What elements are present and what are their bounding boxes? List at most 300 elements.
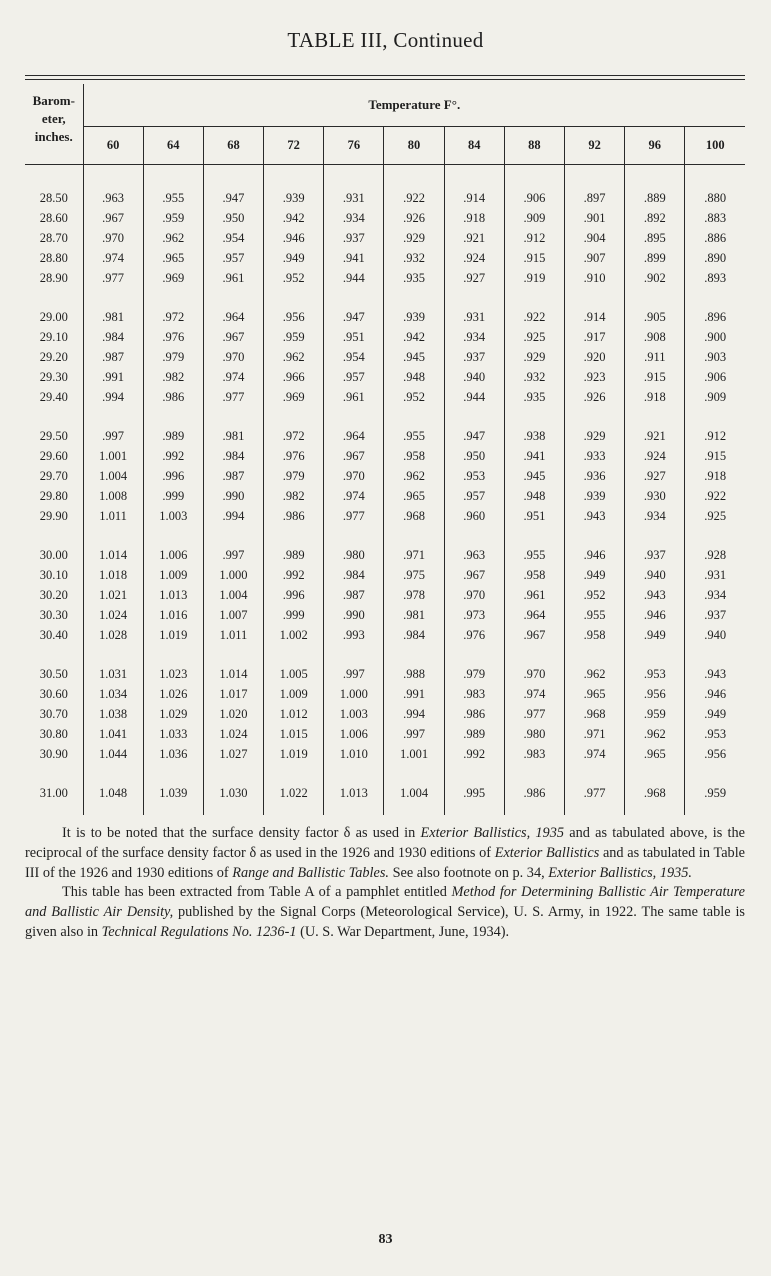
value-cell: .994 [203, 506, 263, 526]
value-cell: .965 [565, 684, 625, 704]
value-cell: .974 [203, 367, 263, 387]
value-cell: .892 [625, 208, 685, 228]
value-cell: .967 [504, 625, 564, 645]
spacer-cell [264, 165, 324, 189]
value-cell: .905 [625, 307, 685, 327]
value-cell: 1.004 [384, 783, 444, 803]
spacer-cell [143, 803, 203, 815]
value-cell: .951 [504, 506, 564, 526]
value-cell: .979 [143, 347, 203, 367]
spacer-cell [83, 645, 143, 664]
value-cell: .994 [384, 704, 444, 724]
barometer-cell: 29.40 [25, 387, 83, 407]
value-cell: .957 [203, 248, 263, 268]
temperature-column-header: 100 [685, 127, 745, 165]
temperature-column-header: 76 [324, 127, 384, 165]
value-cell: .972 [143, 307, 203, 327]
value-cell: 1.004 [203, 585, 263, 605]
value-cell: .918 [625, 387, 685, 407]
value-cell: .946 [264, 228, 324, 248]
value-cell: 1.015 [264, 724, 324, 744]
value-cell: .940 [625, 565, 685, 585]
value-cell: .979 [444, 664, 504, 684]
table-row [25, 704, 745, 724]
value-cell: .957 [444, 486, 504, 506]
value-cell: .997 [203, 545, 263, 565]
spacer-cell [625, 645, 685, 664]
value-cell: .947 [324, 307, 384, 327]
value-cell: .960 [444, 506, 504, 526]
value-cell: .987 [83, 347, 143, 367]
value-cell: .956 [704, 747, 727, 761]
value-cell: .948 [504, 486, 564, 506]
value-cell: .947 [203, 188, 263, 208]
value-cell: .961 [324, 387, 384, 407]
barometer-cell: 30.40 [25, 625, 83, 645]
spacer-cell [444, 407, 504, 426]
value-cell: .954 [203, 228, 263, 248]
barometer-cell: 29.10 [25, 327, 83, 347]
value-cell: .963 [444, 545, 504, 565]
spacer-cell [25, 803, 83, 815]
value-cell: .961 [203, 268, 263, 288]
value-cell: .883 [704, 211, 727, 225]
value-cell: .912 [504, 228, 564, 248]
value-cell: 1.020 [203, 704, 263, 724]
value-cell: 1.017 [203, 684, 263, 704]
value-cell: 1.014 [83, 545, 143, 565]
value-cell: .940 [704, 628, 727, 642]
value-cell: 1.034 [83, 684, 143, 704]
value-cell: .950 [444, 446, 504, 466]
spacer-cell [504, 165, 564, 189]
value-cell: .978 [384, 585, 444, 605]
barometer-cell: 30.60 [25, 684, 83, 704]
barometer-cell: 28.80 [25, 248, 83, 268]
value-cell: 1.005 [264, 664, 324, 684]
spacer-cell [143, 526, 203, 545]
value-cell: .977 [565, 783, 625, 803]
value-cell: .952 [565, 585, 625, 605]
spacer-cell [25, 288, 83, 307]
spacer-cell [25, 165, 83, 189]
spacer-cell [143, 165, 203, 189]
table-row [25, 446, 745, 466]
value-cell: .931 [444, 307, 504, 327]
value-cell: .964 [504, 605, 564, 625]
value-cell: .994 [83, 387, 143, 407]
value-cell: .947 [444, 426, 504, 446]
value-cell: .980 [504, 724, 564, 744]
table-body [25, 165, 745, 816]
value-cell: .897 [565, 188, 625, 208]
table-row [25, 664, 745, 684]
spacer-cell [504, 288, 564, 307]
temperature-column-header: 84 [444, 127, 504, 165]
value-cell: 1.014 [203, 664, 263, 684]
value-cell: .973 [444, 605, 504, 625]
barometer-header-line-1: Barom- [32, 93, 75, 108]
value-cell: .955 [504, 545, 564, 565]
spacer-cell [83, 764, 143, 783]
value-cell: .995 [444, 783, 504, 803]
value-cell: .927 [625, 466, 685, 486]
spacer-cell [625, 803, 685, 815]
spacer-cell [83, 803, 143, 815]
spacer-cell [203, 803, 263, 815]
spacer-cell [324, 526, 384, 545]
temperature-column-header: 88 [504, 127, 564, 165]
table-row [25, 248, 745, 268]
value-cell: 1.039 [143, 783, 203, 803]
value-cell: .927 [444, 268, 504, 288]
value-cell: 1.008 [83, 486, 143, 506]
spacer-cell [324, 407, 384, 426]
value-cell: .969 [143, 268, 203, 288]
spacer-cell [203, 764, 263, 783]
top-rule-double [25, 79, 745, 80]
value-cell: .955 [384, 426, 444, 446]
value-cell: .936 [565, 466, 625, 486]
text-run: See also footnote on p. 34, [389, 864, 549, 881]
barometer-cell: 29.50 [25, 426, 83, 446]
value-cell: 1.024 [83, 605, 143, 625]
value-cell: 1.026 [143, 684, 203, 704]
italic-text: Exterior Ballistics, 1935. [548, 864, 693, 881]
value-cell: .911 [625, 347, 685, 367]
value-cell: 1.000 [203, 565, 263, 585]
value-cell: .964 [324, 426, 384, 446]
barometer-cell: 28.60 [25, 208, 83, 228]
spacer-cell [264, 803, 324, 815]
value-cell: 1.028 [83, 625, 143, 645]
barometer-cell: 29.00 [25, 307, 83, 327]
value-cell: .912 [704, 429, 727, 443]
text-run: and as tabulated in Table III of the 1926 and 1930 editions of [25, 844, 746, 881]
value-cell: .918 [704, 469, 727, 483]
value-cell: 1.021 [83, 585, 143, 605]
spacer-cell [625, 165, 685, 189]
spacer-cell [685, 526, 745, 545]
value-cell: .932 [384, 248, 444, 268]
value-cell: 1.048 [83, 783, 143, 803]
value-cell: 1.041 [83, 724, 143, 744]
value-cell: .959 [625, 704, 685, 724]
table-row [25, 506, 745, 526]
table-row [25, 387, 745, 407]
barometer-header-line-3: inches. [34, 129, 73, 144]
value-cell: .962 [625, 724, 685, 744]
value-cell: .921 [444, 228, 504, 248]
barometer-cell: 29.20 [25, 347, 83, 367]
value-cell: 1.044 [83, 744, 143, 764]
value-cell: .914 [565, 307, 625, 327]
table-row [25, 545, 745, 565]
spacer-cell [504, 764, 564, 783]
value-cell: 1.003 [143, 506, 203, 526]
value-cell: .925 [704, 509, 727, 523]
value-cell: .997 [83, 426, 143, 446]
value-cell: .946 [625, 605, 685, 625]
value-cell: .915 [704, 449, 727, 463]
value-cell: .919 [504, 268, 564, 288]
value-cell: .971 [384, 545, 444, 565]
spacer-cell [565, 645, 625, 664]
value-cell: .929 [384, 228, 444, 248]
value-cell: .949 [704, 707, 727, 721]
value-cell: .935 [504, 387, 564, 407]
value-cell: .969 [264, 387, 324, 407]
spacer-cell [264, 526, 324, 545]
spacer-cell [625, 526, 685, 545]
spacer-cell [685, 288, 745, 307]
table-row [25, 327, 745, 347]
value-cell: .999 [264, 605, 324, 625]
spacer-cell [143, 764, 203, 783]
value-cell: .989 [143, 426, 203, 446]
spacer-cell [83, 288, 143, 307]
temperature-column-header: 92 [565, 127, 625, 165]
value-cell: 1.012 [264, 704, 324, 724]
barometer-cell: 29.30 [25, 367, 83, 387]
value-cell: 1.011 [83, 506, 143, 526]
value-cell: .945 [504, 466, 564, 486]
value-cell: .941 [324, 248, 384, 268]
page-number: 83 [378, 1232, 393, 1247]
value-cell: .956 [625, 684, 685, 704]
barometer-cell: 30.30 [25, 605, 83, 625]
value-cell: 1.001 [83, 446, 143, 466]
spacer-cell [685, 165, 745, 189]
value-cell: .946 [565, 545, 625, 565]
value-cell: .958 [504, 565, 564, 585]
value-cell: .974 [83, 248, 143, 268]
value-cell: .914 [444, 188, 504, 208]
spacer-cell [264, 645, 324, 664]
spacer-cell [384, 645, 444, 664]
value-cell: 1.011 [203, 625, 263, 645]
barometer-header-line-2: eter, [41, 111, 66, 126]
value-cell: .963 [83, 188, 143, 208]
value-cell: 1.004 [83, 466, 143, 486]
value-cell: .984 [324, 565, 384, 585]
value-cell: .925 [504, 327, 564, 347]
value-cell: .949 [625, 625, 685, 645]
value-cell: .929 [565, 426, 625, 446]
spacer-cell [324, 288, 384, 307]
value-cell: .880 [704, 191, 727, 205]
value-cell: .906 [504, 188, 564, 208]
value-cell: .944 [324, 268, 384, 288]
spacer-cell [203, 645, 263, 664]
value-cell: .981 [384, 605, 444, 625]
table-row [25, 367, 745, 387]
temperature-columns [25, 127, 745, 165]
value-cell: .954 [324, 347, 384, 367]
spacer-row [25, 407, 745, 426]
spacer-cell [444, 803, 504, 815]
value-cell: .991 [384, 684, 444, 704]
temperature-header: Temperature F°. [83, 84, 745, 127]
value-cell: .920 [565, 347, 625, 367]
value-cell: .939 [384, 307, 444, 327]
value-cell: .924 [444, 248, 504, 268]
barometer-cell: 28.70 [25, 228, 83, 248]
value-cell: .980 [324, 545, 384, 565]
value-cell: .953 [704, 727, 727, 741]
value-cell: .934 [704, 588, 727, 602]
table-row [25, 466, 745, 486]
spacer-cell [384, 165, 444, 189]
value-cell: .987 [324, 585, 384, 605]
value-cell: .931 [324, 188, 384, 208]
value-cell: .950 [203, 208, 263, 228]
value-cell: .908 [625, 327, 685, 347]
text-run: published by the Signal Corps (Meteorological Service), U. S. Army, in 1922. The same table is given also in [25, 904, 745, 940]
table-row [25, 426, 745, 446]
spacer-cell [685, 645, 745, 664]
value-cell: .899 [625, 248, 685, 268]
value-cell: 1.016 [143, 605, 203, 625]
value-cell: .999 [143, 486, 203, 506]
spacer-cell [83, 165, 143, 189]
value-cell: .895 [625, 228, 685, 248]
value-cell: .967 [444, 565, 504, 585]
value-cell: .946 [704, 687, 727, 701]
spacer-cell [685, 803, 745, 815]
value-cell: .934 [625, 506, 685, 526]
value-cell: .977 [203, 387, 263, 407]
spacer-cell [203, 165, 263, 189]
value-cell: .968 [384, 506, 444, 526]
value-cell: .984 [203, 446, 263, 466]
value-cell: .926 [384, 208, 444, 228]
value-cell: .959 [143, 208, 203, 228]
spacer-cell [203, 526, 263, 545]
value-cell: .976 [444, 625, 504, 645]
barometer-cell: 28.50 [25, 188, 83, 208]
value-cell: 1.024 [203, 724, 263, 744]
value-cell: .937 [704, 608, 727, 622]
value-cell: .977 [324, 506, 384, 526]
value-cell: .983 [444, 684, 504, 704]
value-cell: .981 [83, 307, 143, 327]
barometer-cell: 30.10 [25, 565, 83, 585]
italic-text: Method for Determining Ballistic Air Temperature and Ballistic Air Density, [25, 884, 746, 921]
spacer-cell [25, 407, 83, 426]
value-cell: .992 [143, 446, 203, 466]
value-cell: 1.038 [83, 704, 143, 724]
value-cell: .955 [565, 605, 625, 625]
value-cell: 1.006 [324, 724, 384, 744]
text-run: This table has been extracted from Table A of a pamphlet entitled [62, 884, 452, 901]
temperature-column-header: 60 [83, 127, 143, 165]
spacer-row [25, 645, 745, 664]
value-cell: .944 [444, 387, 504, 407]
value-cell: .958 [565, 625, 625, 645]
table-row [25, 228, 745, 248]
value-cell: .943 [565, 506, 625, 526]
value-cell: .929 [504, 347, 564, 367]
spacer-cell [264, 764, 324, 783]
value-cell: .904 [565, 228, 625, 248]
value-cell: .961 [504, 585, 564, 605]
value-cell: .993 [324, 625, 384, 645]
value-cell: .921 [625, 426, 685, 446]
spacer-cell [203, 407, 263, 426]
spacer-cell [203, 288, 263, 307]
value-cell: .968 [625, 783, 685, 803]
value-cell: .989 [264, 545, 324, 565]
density-table [25, 84, 745, 815]
barometer-cell: 28.90 [25, 268, 83, 288]
value-cell: 1.007 [203, 605, 263, 625]
value-cell: .997 [324, 664, 384, 684]
spacer-cell [384, 407, 444, 426]
text-run: It is to be noted that the surface density factor δ as used in [62, 825, 421, 841]
barometer-cell: 29.70 [25, 466, 83, 486]
value-cell: .984 [83, 327, 143, 347]
value-cell: .974 [504, 684, 564, 704]
value-cell: 1.029 [143, 704, 203, 724]
value-cell: .981 [203, 426, 263, 446]
text-run: (U. S. War Department, June, 1934). [296, 923, 510, 940]
spacer-cell [25, 764, 83, 783]
value-cell: 1.000 [324, 684, 384, 704]
table-row [25, 188, 745, 208]
spacer-cell [83, 407, 143, 426]
barometer-header [25, 84, 83, 165]
value-cell: .956 [264, 307, 324, 327]
value-cell: .983 [504, 744, 564, 764]
value-cell: .889 [625, 188, 685, 208]
spacer-cell [324, 165, 384, 189]
value-cell: .967 [203, 327, 263, 347]
value-cell: .992 [264, 565, 324, 585]
value-cell: .992 [444, 744, 504, 764]
italic-text: Technical Regulations No. 1236-1 [101, 923, 297, 940]
value-cell: 1.018 [83, 565, 143, 585]
spacer-cell [625, 288, 685, 307]
value-cell: .935 [384, 268, 444, 288]
table-row [25, 625, 745, 645]
value-cell: .974 [565, 744, 625, 764]
value-cell: .945 [384, 347, 444, 367]
value-cell: .932 [504, 367, 564, 387]
value-cell: .922 [504, 307, 564, 327]
table-row [25, 783, 745, 803]
table-row [25, 684, 745, 704]
value-cell: .918 [444, 208, 504, 228]
value-cell: .917 [565, 327, 625, 347]
barometer-cell: 30.20 [25, 585, 83, 605]
value-cell: .976 [264, 446, 324, 466]
value-cell: 1.033 [143, 724, 203, 744]
spacer-row [25, 764, 745, 783]
barometer-cell: 29.80 [25, 486, 83, 506]
value-cell: .959 [264, 327, 324, 347]
spacer-cell [264, 288, 324, 307]
value-cell: 1.013 [143, 585, 203, 605]
value-cell: 1.019 [264, 744, 324, 764]
barometer-cell: 30.70 [25, 704, 83, 724]
value-cell: 1.019 [143, 625, 203, 645]
value-cell: 1.036 [143, 744, 203, 764]
temperature-column-header: 80 [384, 127, 444, 165]
value-cell: .987 [203, 466, 263, 486]
spacer-cell [565, 407, 625, 426]
value-cell: .972 [264, 426, 324, 446]
